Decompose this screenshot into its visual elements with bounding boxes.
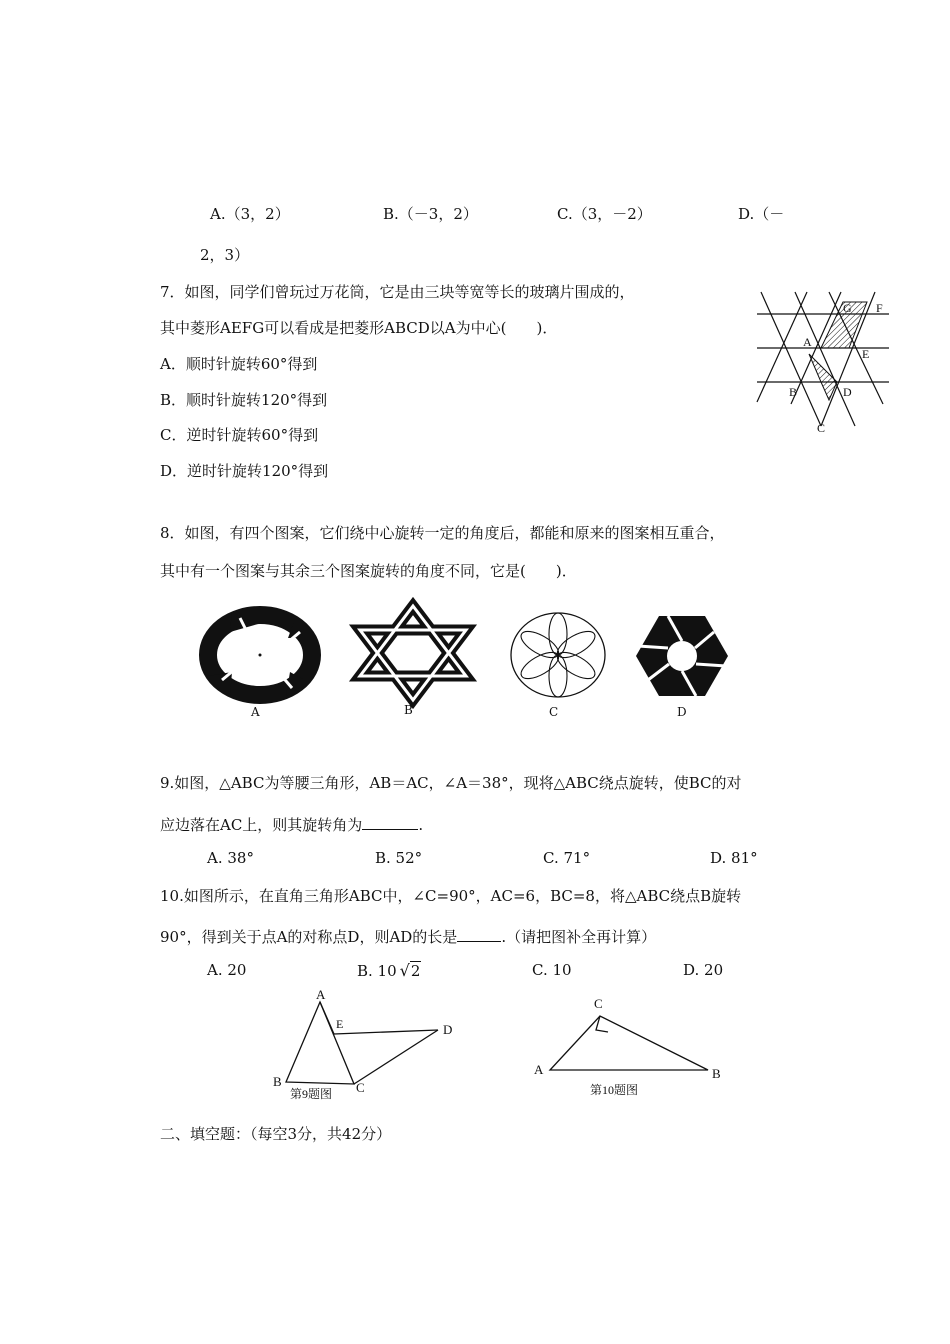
q9-option-d: D. 81° [710,849,758,867]
q9-option-a: A. 38° [207,849,254,867]
q7-option-a: A．顺时针旋转60°得到 [160,355,318,373]
q8-label-c: C [549,705,559,719]
q7-stem-line1: 7．如图，同学们曾玩过万花筒，它是由三块等宽等长的玻璃片围成的， [160,283,635,301]
q7-stem-line2: 其中菱形AEFG可以看成是把菱形ABCD以A为中心( )． [160,319,558,337]
q8-stem-line1: 8．如图，有四个图案，它们绕中心旋转一定的角度后，都能和原来的图案相互重合， [160,524,725,542]
q7-option-c: C．逆时针旋转60°得到 [160,426,319,444]
q10-option-a: A. 20 [207,961,247,979]
q9-label-a: A [316,987,326,1002]
q7-label-c: C [817,421,826,435]
q9-option-c: C. 71° [543,849,591,867]
q6-option-a: A.（3，2） [210,205,290,223]
q9-figure-caption: 第9题图 [290,1087,333,1101]
q9-stem-text: 应边落在AC上，则其旋转角为 [160,816,363,834]
q9-stem-end: . [418,816,424,834]
q10-figure-caption: 第10题图 [590,1083,639,1097]
q7-label-d: D [843,385,852,399]
q10-label-a: A [534,1062,544,1077]
sqrt-radical: √2 [399,961,421,980]
q9-triangle-figure [268,986,468,1101]
q8-label-d: D [677,705,687,719]
q9-option-b: B. 52° [375,849,423,867]
q8-pattern-a-arrows [200,610,320,700]
q7-label-a: A [803,335,812,349]
q7-label-f: F [876,301,883,315]
q10-stem-text: 90°，得到关于点A的对称点D，则AD的长是 [160,928,458,946]
q10-stem-end: .（请把图补全再计算） [501,928,657,946]
q10-label-c: C [594,996,603,1011]
q6-option-d-continued: 2，3） [200,246,250,264]
q6-option-b: B.（－3，2） [383,205,478,223]
q7-kaleidoscope-figure [755,290,895,435]
q9-label-b: B [273,1074,282,1089]
q6-option-d: D.（－ [738,205,785,223]
q10-answer-blank [457,927,501,942]
q8-pattern-c-flower [508,610,608,700]
q7-label-g: G [843,301,852,315]
q9-label-d: D [443,1022,453,1037]
q10-right-triangle-figure [530,994,730,1098]
q8-pattern-b-hexagram [348,598,478,708]
sqrt-radicand: 2 [410,962,421,980]
q7-label-e: E [862,347,870,361]
q7-option-d: D．逆时针旋转120°得到 [160,462,329,480]
q9-answer-blank [362,815,418,830]
q9-label-c: C [356,1080,365,1095]
section2-heading: 二、填空题：（每空3分，共42分） [160,1125,392,1143]
q10-option-b: B. 10 √2 [357,961,421,980]
q10-option-d: D. 20 [683,961,724,979]
q8-label-b: B [404,703,413,717]
q9-stem-line2 [160,814,423,835]
q7-label-b: B [789,385,798,399]
q8-stem-line2: 其中有一个图案与其余三个图案旋转的角度不同，它是( )． [160,562,577,580]
q9-stem-line1: 9.如图，△ABC为等腰三角形，AB＝AC，∠A＝38°，现将△ABC绕点旋转，使BC的对 [160,774,742,792]
q6-option-c: C.（3，－2） [557,205,652,223]
q10-stem-line2 [160,926,656,947]
q9-label-e: E [336,1017,344,1031]
q8-label-a: A [251,705,260,719]
q10-stem-line1: 10.如图所示，在直角三角形ABC中，∠C=90°，AC=6，BC=8，将△ABC绕点B旋转 [160,887,742,905]
q10-label-b: B [712,1066,721,1081]
q8-pattern-d-hexagon [634,614,730,698]
q10-option-c: C. 10 [532,961,572,979]
q7-option-b: B．顺时针旋转120°得到 [160,391,328,409]
